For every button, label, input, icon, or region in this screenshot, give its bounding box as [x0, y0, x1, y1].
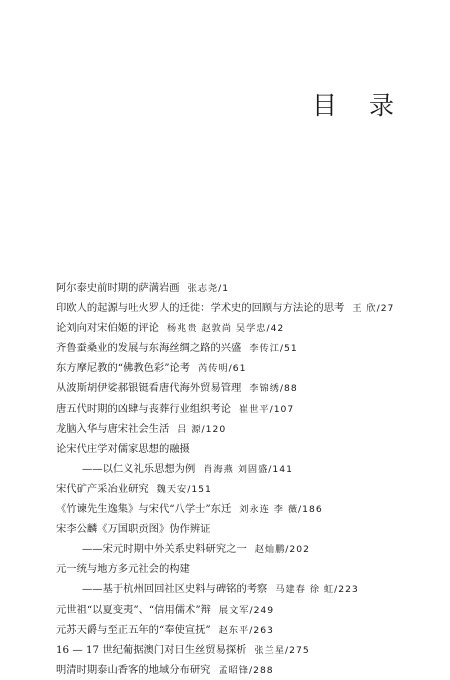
toc-entry [56, 338, 436, 358]
toc-entry-author-page: 赵灿鹏/202 [254, 544, 310, 556]
toc-entry [56, 499, 436, 519]
page-title: 目 录 [312, 91, 406, 120]
toc-entry-title: 宋李公麟《万国职贡图》伪作辨证 [56, 523, 211, 536]
toc-entry-author-page: 展文军/249 [218, 604, 275, 616]
toc-entry-title: ——以仁义礼乐思想为例 [82, 462, 196, 475]
toc-entry [56, 278, 436, 298]
toc-entry-author-page: 李传江/51 [249, 343, 298, 355]
toc-entry [56, 298, 436, 318]
toc-entry-author-page: 赵东平/263 [218, 624, 274, 636]
toc-entry-author-page: 杨兆贵 赵敦尚 吴学忠/42 [166, 323, 285, 335]
toc-entry [56, 660, 436, 680]
toc-entry-title: 印欧人的起源与吐火罗人的迁徙：学术史的回顾与方法论的思考 [56, 302, 345, 315]
toc-entry-author-page: 肖海燕 刘固盛/141 [203, 463, 293, 475]
toc-entry [56, 439, 436, 459]
toc-entry-author-page: 崔世平/107 [239, 403, 295, 415]
toc-entry [56, 399, 436, 419]
toc-entry [56, 479, 436, 499]
table-of-contents [56, 278, 436, 680]
toc-entry-title: ——宋元时期中外关系史料研究之一 [82, 543, 247, 556]
toc-entry-title: 从波斯胡伊娑郝银铤看唐代海外贸易管理 [56, 382, 242, 395]
toc-entry-subtitle [56, 459, 436, 479]
toc-entry-author-page: 孟昭锋/288 [218, 664, 274, 676]
toc-entry [56, 358, 436, 378]
toc-entry-title: 元一统与地方多元社会的构建 [56, 563, 190, 576]
toc-entry-title: 东方摩尼教的“佛教色彩”论考 [56, 362, 191, 375]
toc-entry [56, 378, 436, 398]
toc-entry [56, 600, 436, 620]
toc-entry-title: 论宋代庄学对儒家思想的融摄 [56, 442, 190, 455]
toc-entry-author-page: 魏天安/151 [156, 483, 212, 495]
toc-entry [56, 620, 436, 640]
toc-entry [56, 559, 436, 579]
toc-entry-title: 论刘向对宋伯姬的评论 [56, 322, 159, 335]
toc-entry-author-page: 张志尧/1 [187, 283, 230, 294]
toc-entry-title: 齐鲁蚕桑业的发展与东海丝绸之路的兴盛 [56, 342, 242, 355]
toc-entry-title: ——基于杭州回回社区史料与碑铭的考察 [82, 583, 268, 596]
toc-entry-title: 16 — 17 世纪葡据澳门对日生丝贸易探析 [56, 643, 247, 656]
toc-entry-title: 《竹谏先生逸集》与宋代“八学士”东迁 [56, 503, 232, 516]
toc-entry-author-page: 王 欣/27 [352, 303, 395, 315]
toc-entry-author-page: 吕 源/120 [177, 423, 227, 435]
toc-entry [56, 519, 436, 539]
toc-entry-subtitle [56, 539, 436, 559]
toc-entry [56, 318, 436, 338]
toc-entry-author-page: 李锦绣/88 [249, 383, 298, 395]
toc-entry-title: 阿尔泰史前时期的萨满岩画 [56, 282, 180, 294]
toc-entry-author-page: 张兰星/275 [254, 644, 310, 656]
toc-entry-author-page: 马建春 徐 虹/223 [275, 584, 359, 596]
toc-entry-title: 唐五代时期的凶肆与丧葬行业组织考论 [56, 402, 232, 415]
toc-entry-title: 明清时期泰山香客的地域分布研究 [56, 663, 211, 676]
toc-entry-subtitle [56, 579, 436, 599]
toc-entry [56, 419, 436, 439]
toc-entry-title: 元世祖“以夏变夷”、“信用儒术”辩 [56, 603, 211, 616]
toc-entry-author-page: 刘永连 李 薇/186 [239, 504, 323, 516]
toc-entry-title: 宋代矿产采冶业研究 [56, 482, 149, 495]
toc-entry-title: 龙脑入华与唐宋社会生活 [56, 422, 170, 435]
toc-entry-title: 元苏天爵与至正五年的“奉使宣抚” [56, 623, 211, 636]
toc-entry-author-page: 芮传明/61 [198, 363, 247, 375]
